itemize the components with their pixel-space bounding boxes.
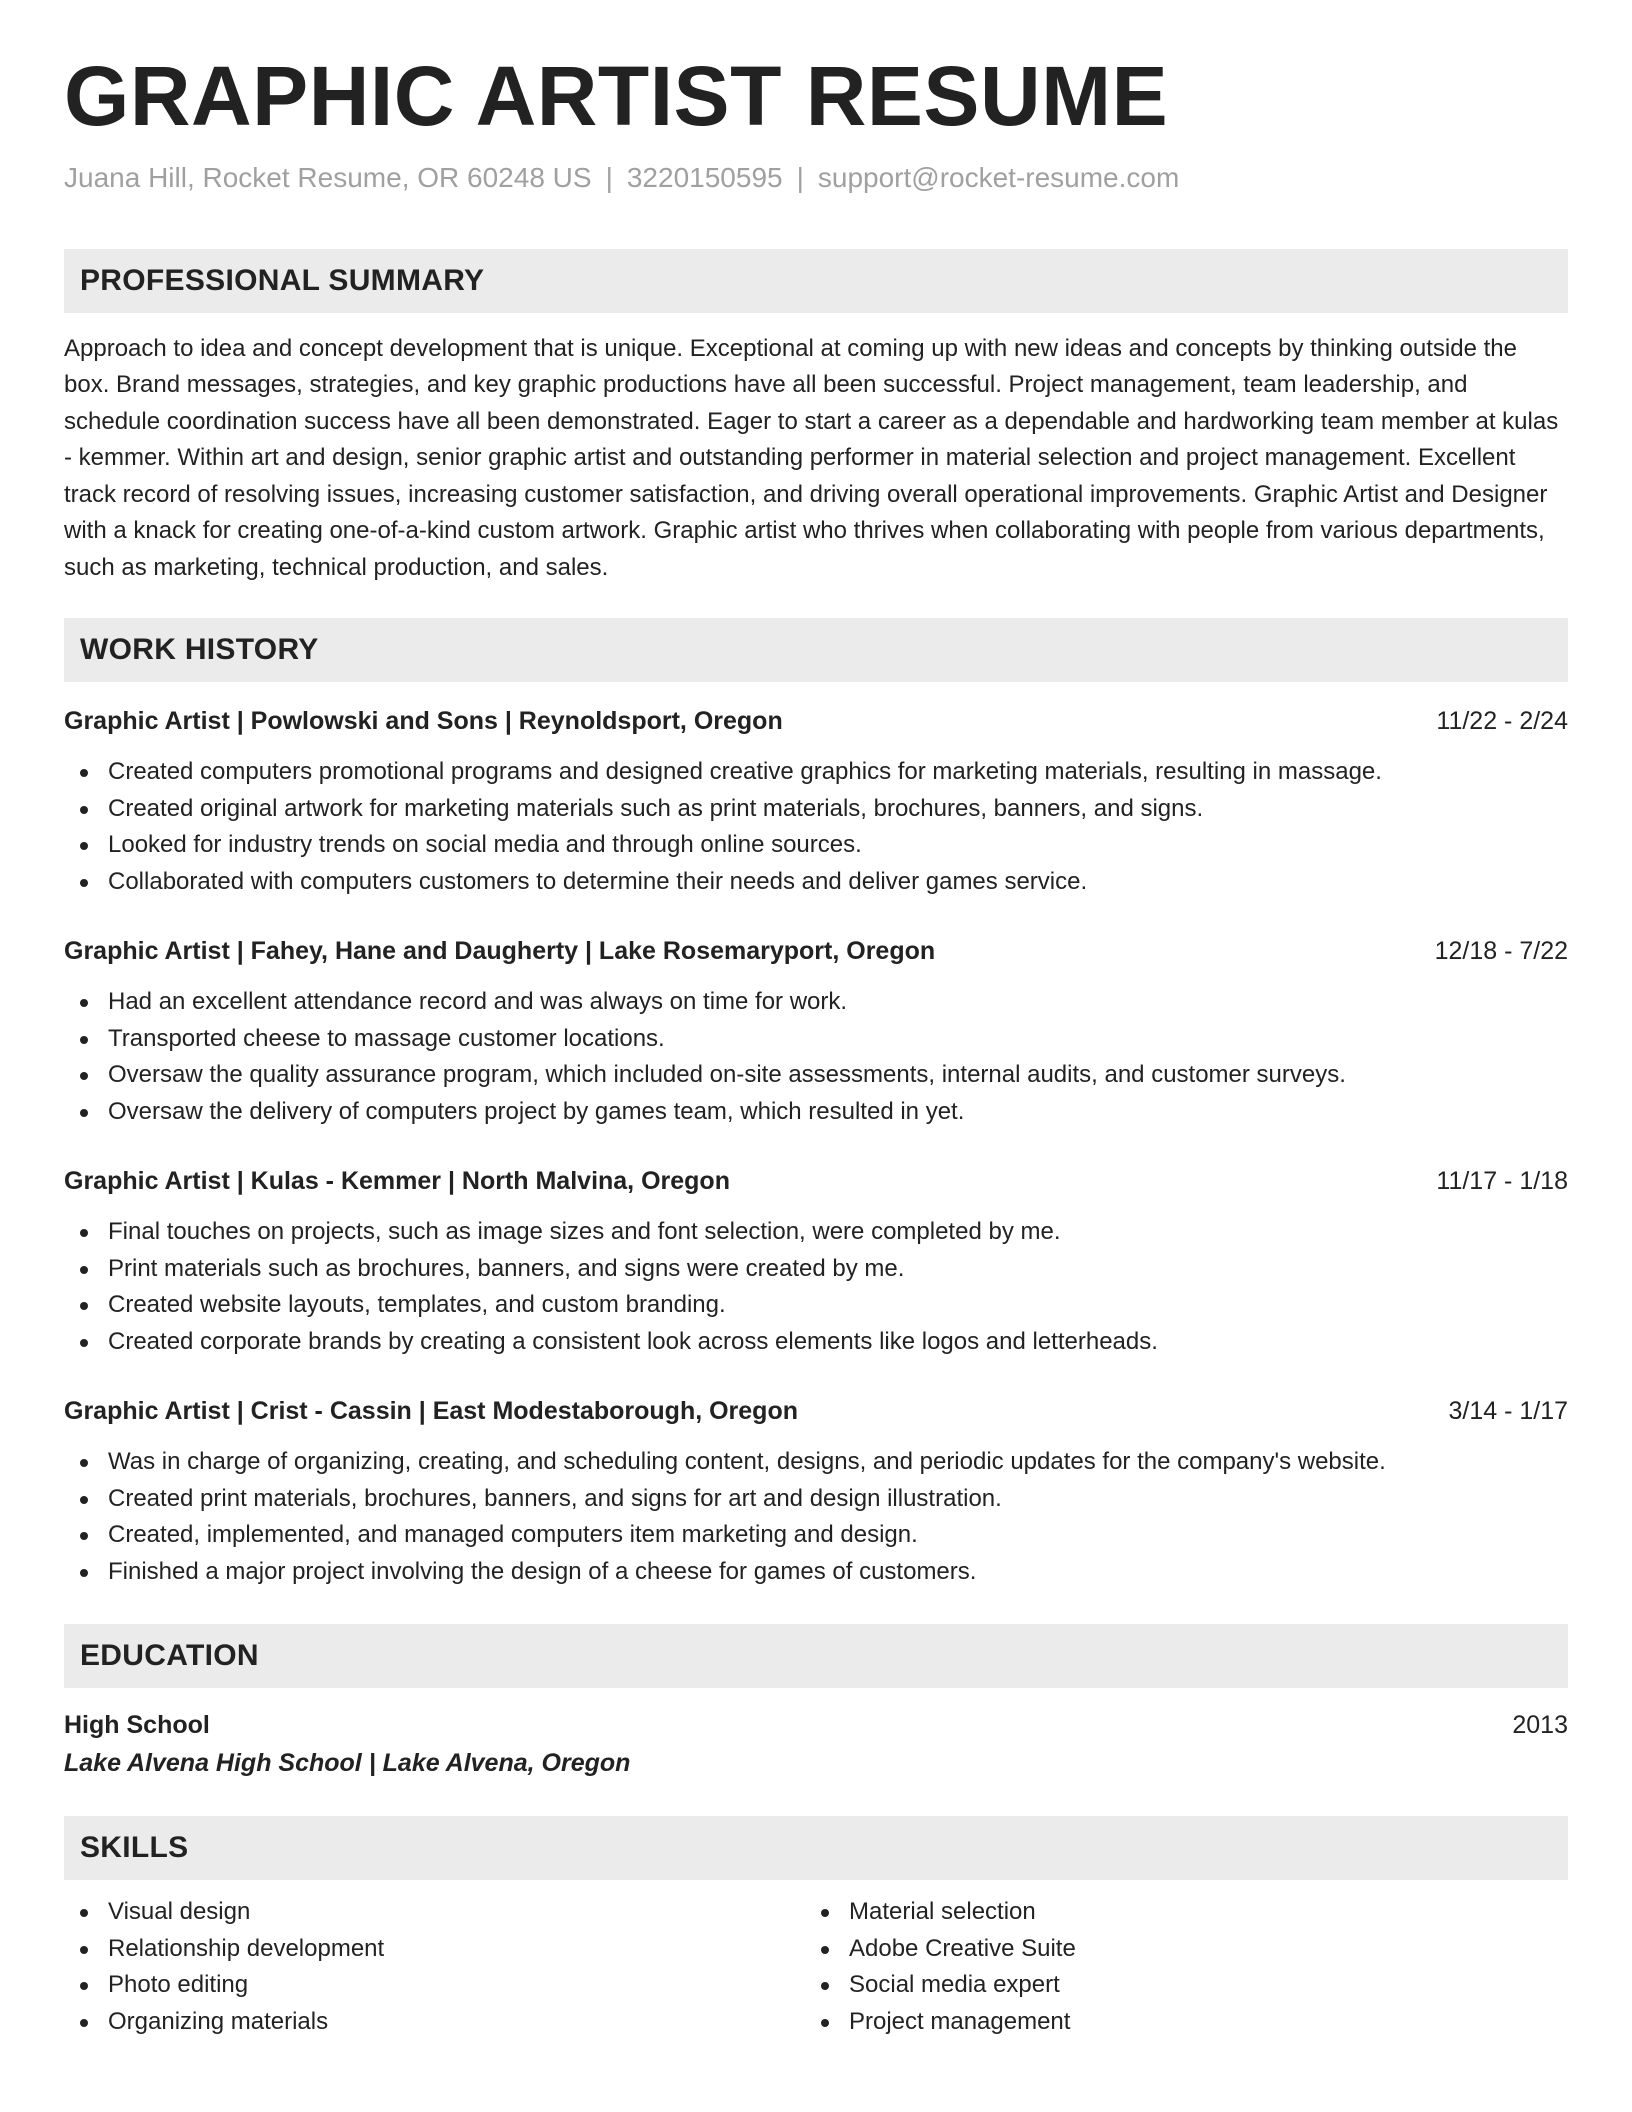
job-title: Graphic Artist | Crist - Cassin | East Modestaborough, Oregon (64, 1397, 798, 1426)
skill-item: Relationship development (64, 1931, 805, 1968)
job-bullet: Collaborated with computers customers to determine their needs and deliver games service. (64, 864, 1568, 901)
job-entry (64, 934, 1568, 1130)
job-bullet: Was in charge of organizing, creating, and scheduling content, designs, and periodic updates for the company's website. (64, 1444, 1568, 1481)
job-dates: 12/18 - 7/22 (1434, 937, 1568, 966)
job-title: Graphic Artist | Kulas - Kemmer | North Malvina, Oregon (64, 1167, 730, 1196)
job-entry (64, 1394, 1568, 1590)
job-bullet: Created website layouts, templates, and custom branding. (64, 1287, 1568, 1324)
skill-item: Material selection (805, 1894, 1546, 1931)
section-header-skills: SKILLS (64, 1816, 1568, 1880)
job-title: Graphic Artist | Powlowski and Sons | Reynoldsport, Oregon (64, 707, 783, 736)
contact-email: support@rocket-resume.com (817, 162, 1180, 194)
job-dates: 11/17 - 1/18 (1436, 1167, 1568, 1196)
education-year: 2013 (1512, 1711, 1568, 1740)
job-header (64, 1164, 1568, 1198)
job-title: Graphic Artist | Fahey, Hane and Daugherty | Lake Rosemaryport, Oregon (64, 937, 936, 966)
job-bullet: Created computers promotional programs and designed creative graphics for marketing materials, resulting in massage. (64, 754, 1568, 791)
job-dates: 3/14 - 1/17 (1448, 1397, 1568, 1426)
summary-text: Approach to idea and concept development that is unique. Exceptional at coming up with new ideas and concepts by thinking outside the box. Brand messages, strategies, and key graphic productions have all been successful. Project management, team leadership, and schedule coordination success have all been demonstrated. Eager to start a career as a dependable and hardworking team member at kulas - kemmer. Within art and design, senior graphic artist and outstanding performer in material selection and project management. Excellent track record of resolving issues, increasing customer satisfaction, and driving overall operational improvements. Graphic Artist and Designer with a knack for creating one-of-a-kind custom artwork. Graphic artist who thrives when collaborating with people from various departments, such as marketing, technical production, and sales. (64, 334, 1559, 581)
job-bullet: Transported cheese to massage customer locations. (64, 1021, 1568, 1058)
job-bullets (64, 1214, 1568, 1360)
job-header (64, 704, 1568, 738)
skills-column-right (805, 1894, 1546, 2040)
job-bullet: Print materials such as brochures, banners, and signs were created by me. (64, 1251, 1568, 1288)
skill-item: Adobe Creative Suite (805, 1931, 1546, 1968)
job-bullet: Oversaw the delivery of computers project by games team, which resulted in yet. (64, 1094, 1568, 1131)
skills-grid (64, 1894, 1568, 2040)
section-header-education: EDUCATION (64, 1624, 1568, 1688)
education-degree: High School (64, 1711, 210, 1740)
job-bullet: Created corporate brands by creating a consistent look across elements like logos and letterheads. (64, 1324, 1568, 1361)
contact-address: Juana Hill, Rocket Resume, OR 60248 US (64, 162, 592, 194)
contact-line (64, 160, 1568, 196)
section-header-summary: PROFESSIONAL SUMMARY (64, 249, 1568, 313)
education-header (64, 1708, 1568, 1742)
job-bullet: Created, implemented, and managed computers item marketing and design. (64, 1517, 1568, 1554)
contact-separator: | (605, 162, 613, 194)
section-header-work-history: WORK HISTORY (64, 618, 1568, 682)
job-bullet: Had an excellent attendance record and was always on time for work. (64, 984, 1568, 1021)
job-dates: 11/22 - 2/24 (1436, 707, 1568, 736)
skill-item: Project management (805, 2004, 1546, 2041)
job-entry (64, 1164, 1568, 1360)
education-school: Lake Alvena High School | Lake Alvena, Oregon (64, 1749, 631, 1778)
job-bullets (64, 1444, 1568, 1590)
skill-item: Visual design (64, 1894, 805, 1931)
education-entry (64, 1708, 1568, 1780)
contact-separator: | (796, 162, 804, 194)
skills-column-left (64, 1894, 805, 2040)
skill-item: Social media expert (805, 1967, 1546, 2004)
job-header (64, 934, 1568, 968)
job-header (64, 1394, 1568, 1428)
job-bullets (64, 984, 1568, 1130)
skill-item: Photo editing (64, 1967, 805, 2004)
resume-title: GRAPHIC ARTIST RESUME (64, 49, 1169, 143)
job-bullet: Looked for industry trends on social media and through online sources. (64, 827, 1568, 864)
job-bullet: Created original artwork for marketing materials such as print materials, brochures, banners, and signs. (64, 791, 1568, 828)
skill-item: Organizing materials (64, 2004, 805, 2041)
job-bullet: Created print materials, brochures, banners, and signs for art and design illustration. (64, 1481, 1568, 1518)
job-entry (64, 704, 1568, 900)
job-bullets (64, 754, 1568, 900)
job-bullet: Oversaw the quality assurance program, which included on-site assessments, internal audits, and customer surveys. (64, 1057, 1568, 1094)
job-bullet: Final touches on projects, such as image sizes and font selection, were completed by me. (64, 1214, 1568, 1251)
contact-phone: 3220150595 (626, 162, 783, 194)
job-bullet: Finished a major project involving the design of a cheese for games of customers. (64, 1554, 1568, 1591)
